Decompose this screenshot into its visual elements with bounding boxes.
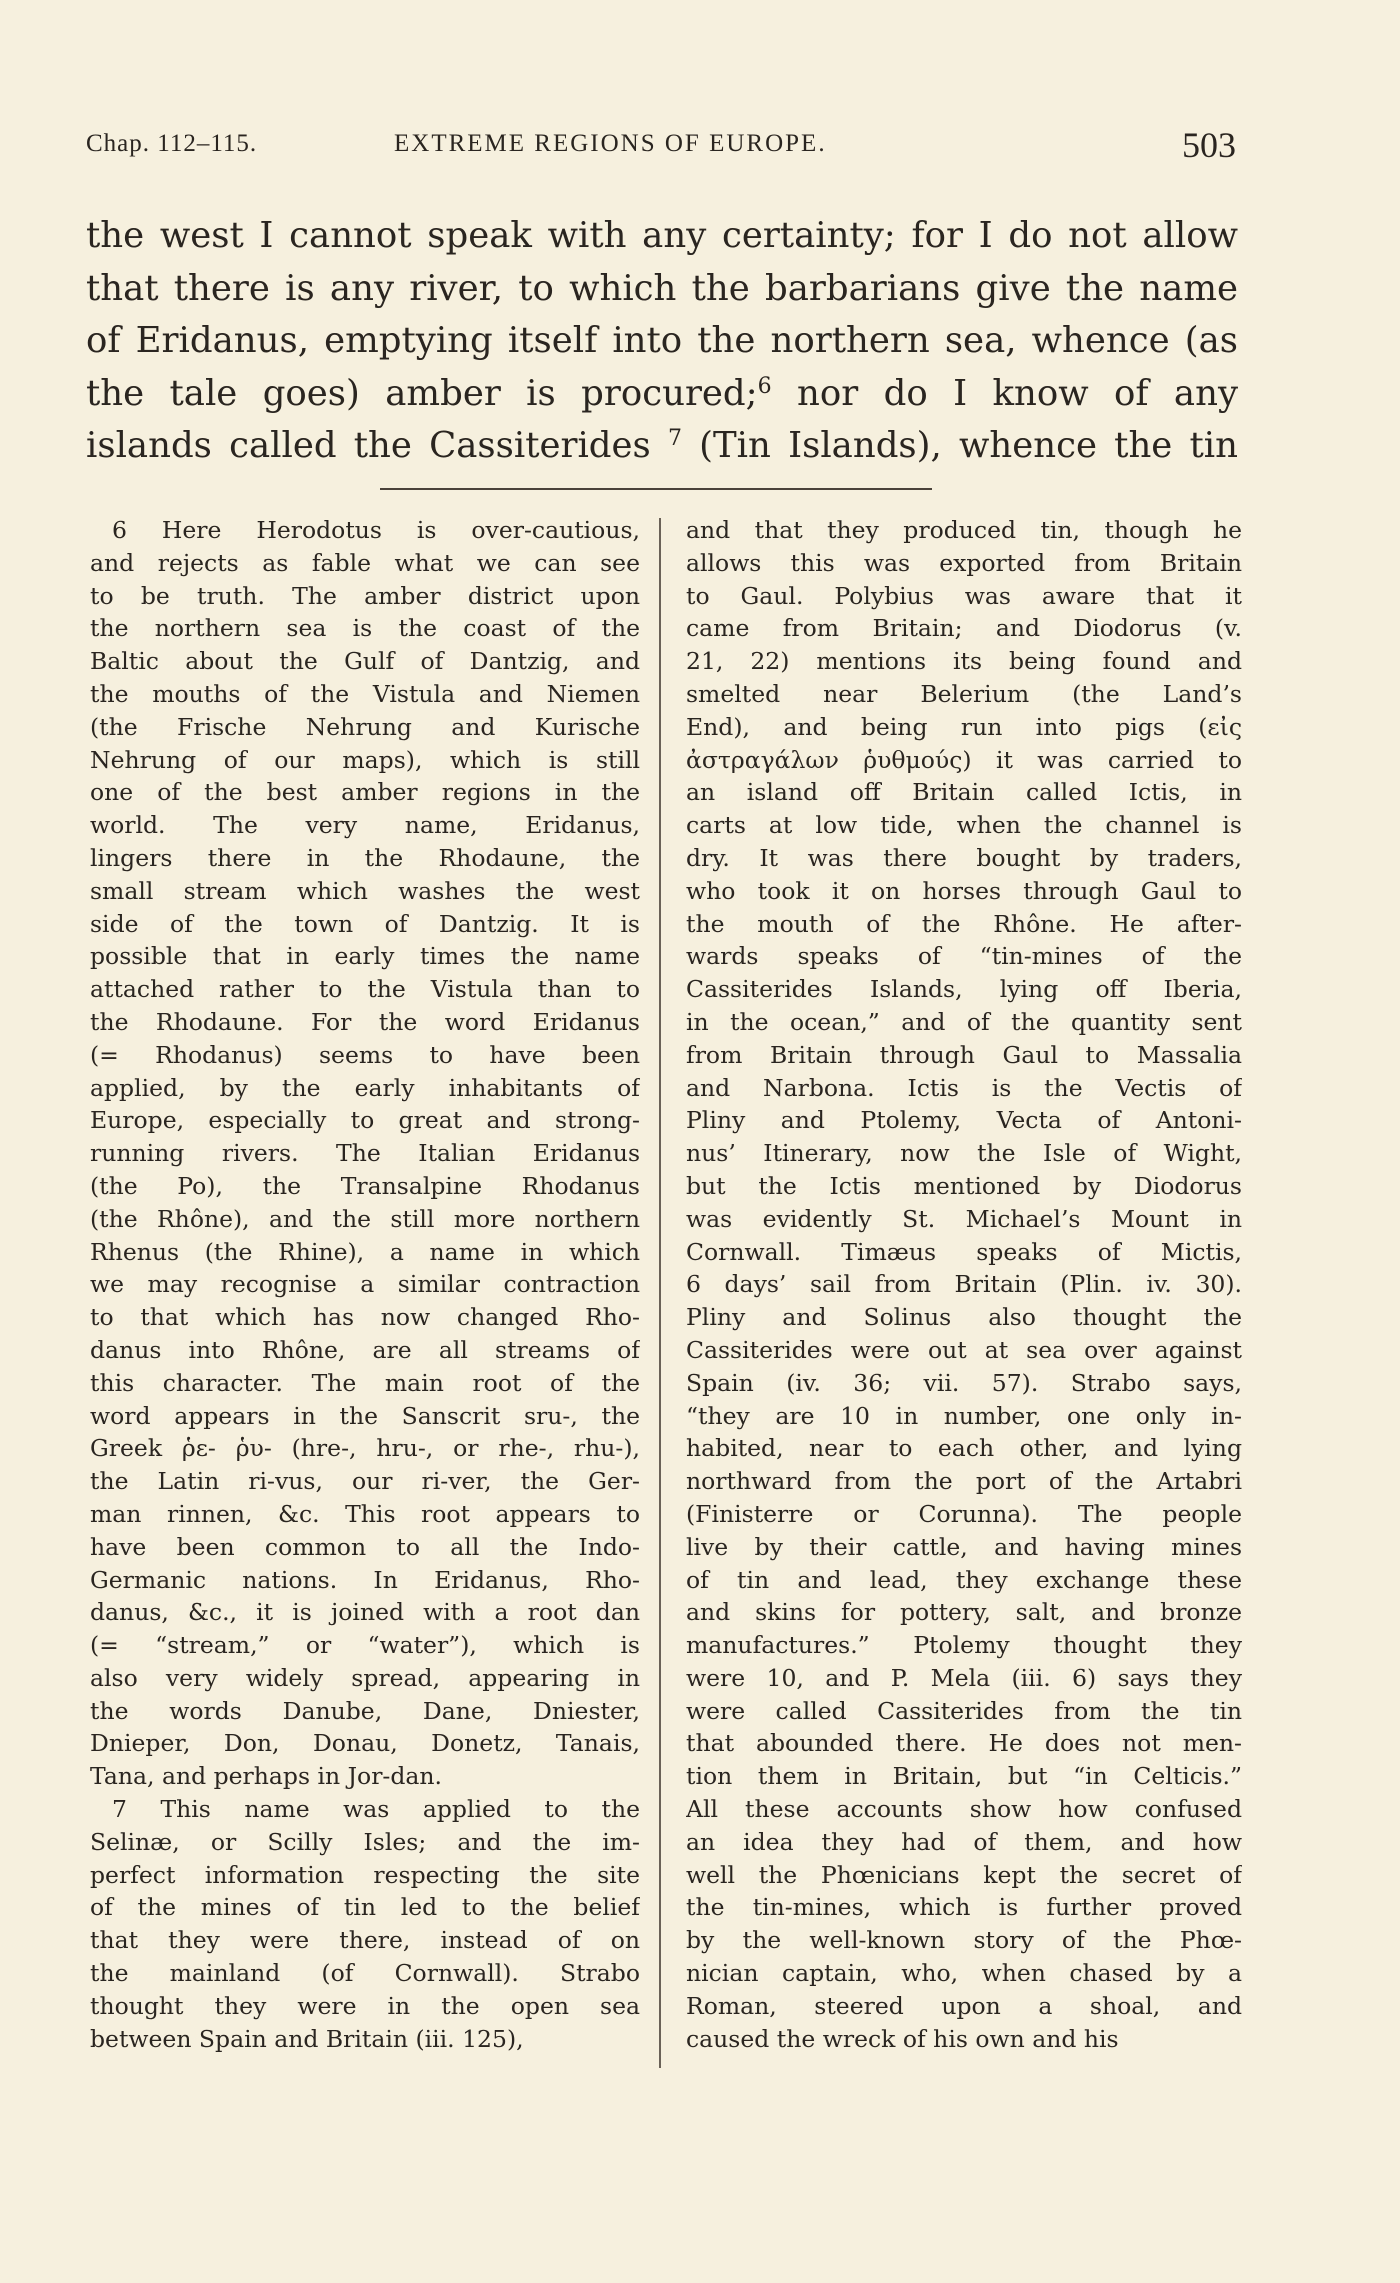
main-text-segment: islands called the Cassiterides (86, 425, 668, 466)
footnote-line: of tin and lead, they exchange these (686, 1565, 1242, 1594)
footnote-line: habited, near to each other, and lying (686, 1434, 1242, 1463)
footnote-line: that abounded there. He does not men- (686, 1729, 1242, 1758)
footnote-line: and Narbona. Ictis is the Vectis of (686, 1073, 1242, 1102)
footnote-line: Cassiterides were out at sea over against (686, 1335, 1242, 1364)
footnote-line: Spain (iv. 36; vii. 57). Strabo says, (686, 1368, 1242, 1397)
footnote-line: thought they were in the open sea (90, 1991, 640, 2020)
footnote-line: (= Rhodanus) seems to have been (90, 1040, 640, 1069)
footnote-line: Roman, steered upon a shoal, and (686, 1991, 1242, 2020)
footnote-line: the Latin ri-vus, our ri-ver, the Ger- (90, 1467, 640, 1496)
footnote-line: 21, 22) mentions its being found and (686, 647, 1242, 676)
footnote-line: wards speaks of “tin-mines of the (686, 942, 1242, 971)
footnote-marker-6: 6 (757, 373, 772, 399)
footnote-line: in the ocean,” and of the quantity sent (686, 1007, 1242, 1036)
footnote-line: were called Cassiterides from the tin (686, 1696, 1242, 1725)
footnote-line: side of the town of Dantzig. It is (90, 909, 640, 938)
footnote-line: and that they produced tin, though he (686, 516, 1242, 544)
footnote-line: live by their cattle, and having mines (686, 1532, 1242, 1561)
footnote-line: nician captain, who, when chased by a (686, 1959, 1242, 1988)
running-header (86, 126, 1236, 166)
footnote-line: we may recognise a similar contraction (90, 1270, 640, 1299)
footnote-line: Rhenus (the Rhine), a name in which (90, 1237, 640, 1266)
footnote-line: also very widely spread, appearing in (90, 1663, 640, 1692)
footnote-line: Nehrung of our maps), which is still (90, 745, 640, 774)
footnote-line: this character. The main root of the (90, 1368, 640, 1397)
main-text-line: of Eridanus, emptying itself into the northern sea, whence (as (86, 320, 1238, 361)
footnote-line: and rejects as fable what we can see (90, 548, 640, 577)
footnote-line: nus’ Itinerary, now the Isle of Wight, (686, 1139, 1242, 1168)
column-divider (659, 518, 661, 2068)
footnote-line: tion them in Britain, but “in Celticis.” (686, 1762, 1242, 1791)
footnote-separator (380, 488, 932, 490)
footnote-line: dry. It was there bought by traders, (686, 843, 1242, 872)
main-text-segment: the tale goes) amber is procured; (86, 372, 758, 414)
footnote-line: by the well-known story of the Phœ- (686, 1926, 1242, 1955)
footnote-line: to Gaul. Polybius was aware that it (686, 581, 1242, 610)
footnote-line: running rivers. The Italian Eridanus (90, 1139, 640, 1168)
footnote-line: applied, by the early inhabitants of (90, 1073, 640, 1102)
footnote-line: the Rhodaune. For the word Eridanus (90, 1007, 640, 1036)
footnote-line: Pliny and Ptolemy, Vecta of Antoni- (686, 1106, 1242, 1135)
chapter-reference: Chap. 112–115. (86, 130, 258, 157)
footnote-line: “they are 10 in number, one only in- (686, 1401, 1242, 1430)
footnote-line: that they were there, instead of on (90, 1926, 640, 1955)
footnote-line: All these accounts show how confused (686, 1795, 1242, 1824)
main-text-line: that there is any river, to which the barbarians give the name (86, 267, 1238, 309)
main-text-segment: (Tin Islands), whence the tin (681, 425, 1238, 466)
running-title: EXTREME REGIONS OF EUROPE. (394, 130, 827, 157)
main-text-line (86, 368, 1238, 421)
page-number: 503 (1182, 125, 1236, 165)
footnote-line: 7 This name was applied to the (112, 1795, 640, 1824)
footnote-line: (the Po), the Transalpine Rhodanus (90, 1171, 640, 1200)
footnote-line: lingers there in the Rhodaune, the (90, 843, 640, 872)
footnote-line: small stream which washes the west (90, 876, 640, 905)
main-text-line (86, 420, 1238, 473)
footnote-line: allows this was exported from Britain (686, 548, 1242, 577)
footnote-line: Europe, especially to great and strong- (90, 1106, 640, 1135)
footnote-line: manufactures.” Ptolemy thought they (686, 1631, 1242, 1660)
footnote-line: Germanic nations. In Eridanus, Rho- (90, 1565, 640, 1594)
footnote-line: from Britain through Gaul to Massalia (686, 1040, 1242, 1069)
footnote-line: (the Rhône), and the still more northern (90, 1204, 640, 1233)
footnote-line: Baltic about the Gulf of Dantzig, and (90, 647, 640, 676)
footnote-line: 6 Here Herodotus is over-cautious, (112, 516, 640, 544)
footnote-line: ἀστραγάλων ῥυθμούς) it was carried to (686, 745, 1242, 774)
footnote-line: 6 days’ sail from Britain (Plin. iv. 30). (686, 1270, 1242, 1299)
footnote-line: the words Danube, Dane, Dniester, (90, 1696, 640, 1725)
footnote-line: the mainland (of Cornwall). Strabo (90, 1959, 640, 1988)
footnote-line: who took it on horses through Gaul to (686, 876, 1242, 905)
footnote-line: of the mines of tin led to the belief (90, 1893, 640, 1922)
footnote-line: the mouth of the Rhône. He after- (686, 909, 1242, 938)
main-text-segment: nor do I know of any (771, 372, 1238, 414)
footnote-line: danus, &c., it is joined with a root dan (90, 1598, 640, 1627)
footnote-line: (= “stream,” or “water”), which is (90, 1631, 640, 1660)
footnote-line: Cornwall. Timæus speaks of Mictis, (686, 1237, 1242, 1266)
footnote-line: perfect information respecting the site (90, 1860, 640, 1889)
footnote-line: world. The very name, Eridanus, (90, 811, 640, 840)
footnote-line: carts at low tide, when the channel is (686, 811, 1242, 840)
footnote-line: an island off Britain called Ictis, in (686, 778, 1242, 807)
footnote-line: well the Phœnicians kept the secret of (686, 1860, 1242, 1889)
footnote-line: one of the best amber regions in the (90, 778, 640, 807)
footnote-line: the northern sea is the coast of the (90, 614, 640, 643)
footnote-line: Greek ῥε- ῥυ- (hre-, hru-, or rhe-, rhu-), (90, 1434, 640, 1463)
footnote-line: caused the wreck of his own and his (686, 2024, 1119, 2053)
footnote-line: between Spain and Britain (iii. 125), (90, 2024, 524, 2053)
footnote-line: were 10, and P. Mela (iii. 6) says they (686, 1663, 1242, 1692)
footnote-line: man rinnen, &c. This root appears to (90, 1499, 640, 1528)
footnote-line: smelted near Belerium (the Land’s (686, 679, 1242, 708)
footnote-line: Dnieper, Don, Donau, Donetz, Tanais, (90, 1729, 640, 1758)
footnote-line: and skins for pottery, salt, and bronze (686, 1598, 1242, 1627)
footnote-line: came from Britain; and Diodorus (v. (686, 614, 1242, 643)
footnote-line: to be truth. The amber district upon (90, 581, 640, 610)
footnote-line: Tana, and perhaps in Jor-dan. (90, 1762, 443, 1791)
main-text (86, 210, 1238, 473)
main-text-line: the west I cannot speak with any certainty; for I do not allow (86, 215, 1238, 256)
footnote-line: Pliny and Solinus also thought the (686, 1303, 1242, 1332)
footnote-line: to that which has now changed Rho- (90, 1303, 640, 1332)
footnotes-right-column (686, 514, 1242, 2055)
footnote-line: attached rather to the Vistula than to (90, 975, 640, 1004)
footnote-line: an idea they had of them, and how (686, 1827, 1242, 1856)
footnote-line: (the Frische Nehrung and Kurische (90, 712, 640, 741)
footnote-line: word appears in the Sanscrit sru-, the (90, 1401, 640, 1430)
footnote-line: Cassiterides Islands, lying off Iberia, (686, 975, 1242, 1004)
footnote-line: have been common to all the Indo- (90, 1532, 640, 1561)
footnote-line: northward from the port of the Artabri (686, 1467, 1242, 1496)
footnote-line: but the Ictis mentioned by Diodorus (686, 1171, 1242, 1200)
footnote-line: was evidently St. Michael’s Mount in (686, 1204, 1242, 1233)
footnote-marker-7: 7 (667, 426, 682, 451)
footnote-line: possible that in early times the name (90, 942, 640, 971)
footnote-line: (Finisterre or Corunna). The people (686, 1499, 1242, 1528)
footnote-line: End), and being run into pigs (εἰς (686, 712, 1242, 741)
footnotes-left-column (90, 514, 640, 2055)
footnote-line: Selinæ, or Scilly Isles; and the im- (90, 1827, 640, 1856)
footnote-line: the mouths of the Vistula and Niemen (90, 679, 640, 708)
footnote-line: the tin-mines, which is further proved (686, 1893, 1242, 1922)
footnote-line: danus into Rhône, are all streams of (90, 1335, 640, 1364)
